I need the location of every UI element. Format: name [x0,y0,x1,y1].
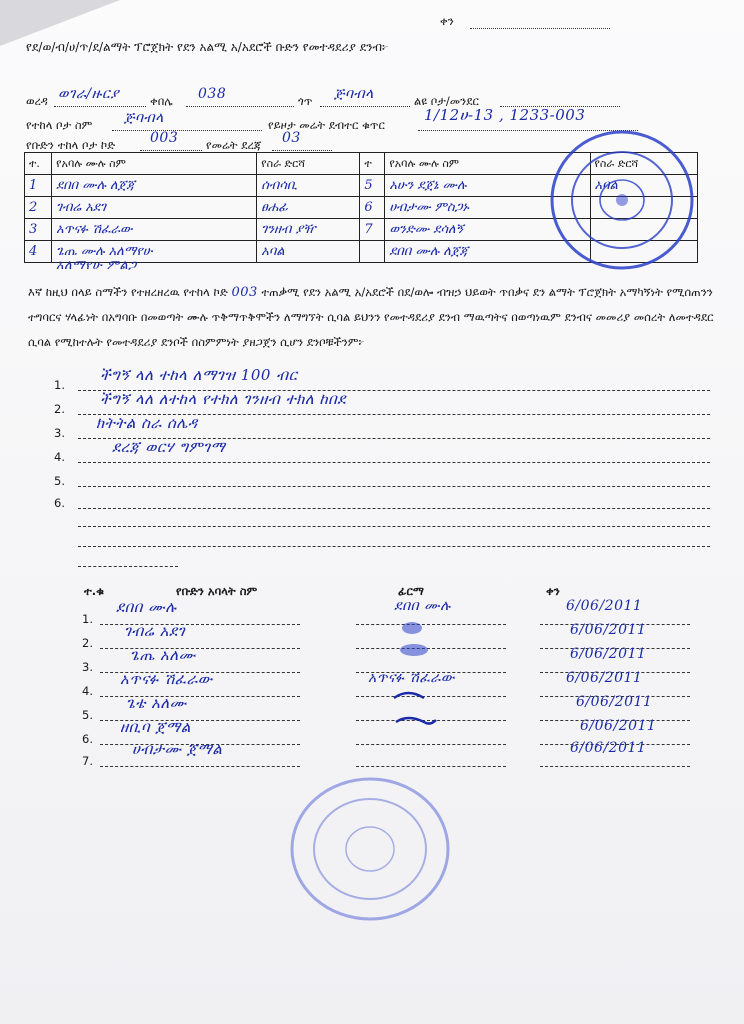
kebele-value: 038 [198,86,227,102]
certificate-label: የይዞታ መሬት ደብተር ቁጥር [268,118,385,132]
group-code-label: የቡድን ተከላ ቦታ ኮድ [26,138,116,152]
rule-3-text: ክትትል ስራ ሰሌዳ [96,414,198,432]
table-row: 1 ደበበ ሙሉ ለጀጃ ሰብሳቢ 5 አሁን ደጀኔ ሙሉ አባል [25,175,698,197]
rule-2-text: ችግኝ ላለ ለተከላ የተክለ ገንዘብ ተክለ ከበደ [100,390,346,408]
land-grade-value: 03 [282,130,301,146]
official-stamp-top [546,126,698,274]
site-name-value: ጅባብላ [124,110,164,126]
kebele-label: ቀበሌ [150,94,173,108]
woreda-value: ወገራ/ዙርያ [58,86,120,102]
declaration-code: 003 [231,285,258,300]
date-label: ቀን [440,14,454,28]
certificate-value: 1/12ሀ-13 , 1233-003 [424,106,586,124]
signature-marks [388,620,448,740]
woreda-label: ወረዳ [26,94,48,108]
table-row: 4 ጌጤ ሙሉ አለማየሁ አባል ደበበ ሙሉ ለጀጃ [25,241,698,263]
official-stamp-bottom [286,774,454,924]
got-value: ጅባብላ [334,86,374,102]
document-page: ቀን የደ/ወ/ብ/ሀ/ጥ/ደ/ልማት ፕሮጀክት የደን አልሚ አ/አደሮች ቡድን የመተዳደሪያ ደንብ፦ ወረዳ ወገራ/ዙርያ ቀበሌ 038 ጎጥ ጅባብላ ልዩ ቦታ/መንደር የተከላ ቦታ ስም ጅባብላ የይዞታ መሬት ደብተር ቁጥር 1/12ሀ-13 , 1233-003 የቡድን ተከላ ቦታ ኮድ 003 የመሬት ደረጃ 03 ተ. የአባሉ ሙሉ ስም የስራ ድርሻ ተ የአባሉ ሙሉ ስም የስራ ድርሻ 1 ደበበ ሙሉ ለጀጃ ሰብሳቢ 5 አሁን ደጀኔ ሙሉ አባል 2 ገብሬ አደገ ፀሐፊ 6 ሀብታሙ ምስጋኑ 3 አጥናፉ ሽፈራው ገንዘብ ያዥ 7 ወንድሙ ደሳለኝ 4 ጌጤ ሙሉ አለማየሁ አባል ደበበ ሙሉ ለጀጃ አለማየሁ ምልጋ እኛ ከዚህ በላይ ስማችን የተዘረዘረዉ የተከላ ኮድ 003 ተጠቃሚ የደን አልሚ አ/አደሮች በደ/ወሎ ብዝኃ ህይወት ጥበቃና ደን ልማት ፕሮጀክት አማካኝነት የሚሰጠንን ተግባርና ሃላፊነት በአግባቡ በመወጣት ሙሉ ጥቅማጥቅሞችን ለማግኘት ሲባል ይህንን የመተዳደሪያ ደንብ ማዉጣትና በወጣነዉም ደንብና መመሪያ መሰረት ለመተዳደር ሲባል የሚከተሉት የመተዳደሪያ ደንቦች በስምምነት ያዘጋጀን ሲሆን ደንቦቹችንም፦ 1. ችግኝ ላለ ተከላ ለማገዝ 100 ብር 2. ችግኝ ላለ ለተከላ የተክለ ገንዘብ ተክለ ከበደ 3. ክትትል ስራ ሰሌዳ 4. ደረጃ ወርሃ ግምገማ 5. 6. ተ.ቁ የቡድን አባላት ስም ፊርማ ቀን 1. ደበበ ሙሉ ደበበ ሙሉ 6/06/2011 2. ገብሬ አደገ 6/06/2011 3. ጌጤ አለሙ 6/06/2011 4. አጥናፉ ሽፈራው አጥናፉ ሽፈራው 6/06/2011 5. ጌቴ አለሙ 6/06/2011 6. ዘቢባ ጀማል 6/06/2011 7. ሀብታሙ ጀማል 6/06/2011 [0,0,744,1024]
table-row: 3 አጥናፉ ሽፈራው ገንዘብ ያዥ 7 ወንድሙ ደሳለኝ [25,219,698,241]
site-name-label: የተከላ ቦታ ስም [26,118,93,132]
member-table-header: ተ. የአባሉ ሙሉ ስም የስራ ድርሻ ተ የአባሉ ሙሉ ስም የስራ ድርሻ [25,153,698,175]
rule-1-text: ችግኝ ላለ ተከላ ለማገዝ 100 ብር [100,366,298,384]
date-line [470,28,610,29]
special-place-label: ልዩ ቦታ/መንደር [414,94,479,108]
got-label: ጎጥ [298,94,313,108]
group-code-value: 003 [150,130,179,146]
land-grade-label: የመሬት ደረጃ [206,138,262,152]
row4-overflow-text: አለማየሁ ምልጋ [56,258,137,273]
rule-4-text: ደረጃ ወርሃ ግምገማ [112,438,226,456]
table-row: 2 ገብሬ አደገ ፀሐፊ 6 ሀብታሙ ምስጋኑ [25,197,698,219]
declaration-paragraph: እኛ ከዚህ በላይ ስማችን የተዘረዘረዉ የተከላ ኮድ 003 ተጠቃሚ የደን አልሚ አ/አደሮች በደ/ወሎ ብዝኃ ህይወት ጥበቃና ደን ልማት ፕሮጀክት አማካኝነት የሚሰጠንን ተግባርና ሃላፊነት በአግባቡ በመወጣት ሙሉ ጥቅማጥቅሞችን ለማግኘት ሲባል ይህንን የመተዳደሪያ ደንብ ማዉጣትና በወጣነዉም ደንብና መመሪያ መሰረት ለመተዳደር ሲባል የሚከተሉት የመተዳደሪያ ደንቦች በስምምነት ያዘጋጀን ሲሆን ደንቦቹችንም፦ [28,285,714,349]
form-title: የደ/ወ/ብ/ሀ/ጥ/ደ/ልማት ፕሮጀክት የደን አልሚ አ/አደሮች ቡድን የመተዳደሪያ ደንብ፦ [26,40,389,54]
